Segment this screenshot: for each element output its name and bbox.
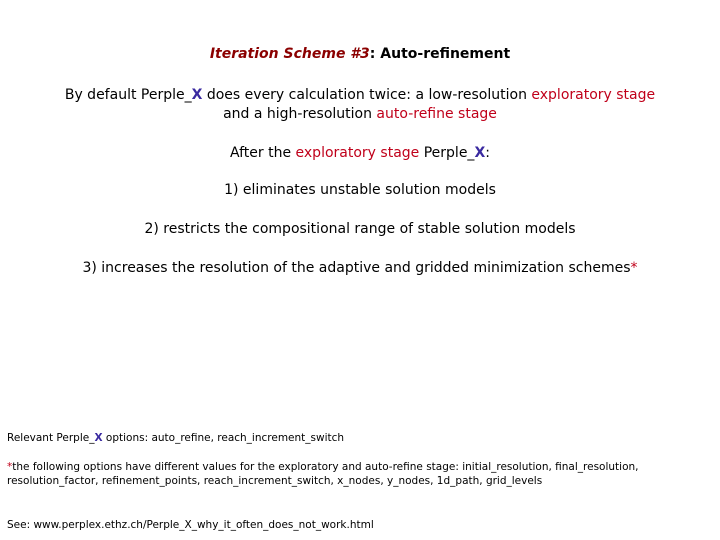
see-link-note: See: www.perplex.ethz.ch/Perple_X_why_it_often_does_not_work.html: [7, 519, 374, 531]
relevant-text-1: Relevant Perple_: [7, 432, 95, 444]
slide-title: [0, 46, 720, 62]
perplex-x-mark-2: X: [474, 145, 486, 161]
intro-text-2: does every calculation twice: a low-resolution: [202, 87, 532, 103]
list-item-3: [20, 259, 700, 278]
auto-refine-stage-term: auto-refine stage: [376, 106, 497, 122]
exploratory-stage-term-2: exploratory stage: [295, 145, 420, 161]
after-text-3: :: [485, 145, 490, 161]
list-item-2: 2) restricts the compositional range of stable solution models: [144, 221, 576, 237]
intro-text-3: and a high-resolution: [223, 106, 377, 122]
title-sub: : Auto-refinement: [369, 46, 511, 62]
perplex-x-mark-3: X: [94, 432, 103, 444]
after-text-2: Perple_: [419, 145, 475, 161]
perplex-x-mark: X: [191, 87, 203, 103]
intro-paragraph: [20, 86, 700, 124]
footnote-marker: *: [630, 260, 638, 276]
footnote-text: the following options have different values for the exploratory and auto-refine stage: initial_resolution, final_resolution, resolution_factor, refinement_points, reach_increment_switch, x_nodes, y_nodes, 1d_path, grid_levels: [7, 461, 639, 487]
footnote-star: *: [7, 461, 13, 473]
after-text-1: After the: [230, 145, 296, 161]
title-main: Iteration Scheme #3: [209, 46, 370, 62]
relevant-options-note: [7, 431, 707, 445]
footnote: [7, 460, 707, 488]
relevant-text-2: options: auto_refine, reach_increment_switch: [102, 432, 345, 444]
list-item-1: 1) eliminates unstable solution models: [224, 182, 496, 198]
after-paragraph: [20, 144, 700, 163]
list-item-3-text: 3) increases the resolution of the adaptive and gridded minimization schemes: [82, 260, 631, 276]
exploratory-stage-term: exploratory stage: [531, 87, 656, 103]
intro-text-1: By default Perple_: [64, 87, 192, 103]
